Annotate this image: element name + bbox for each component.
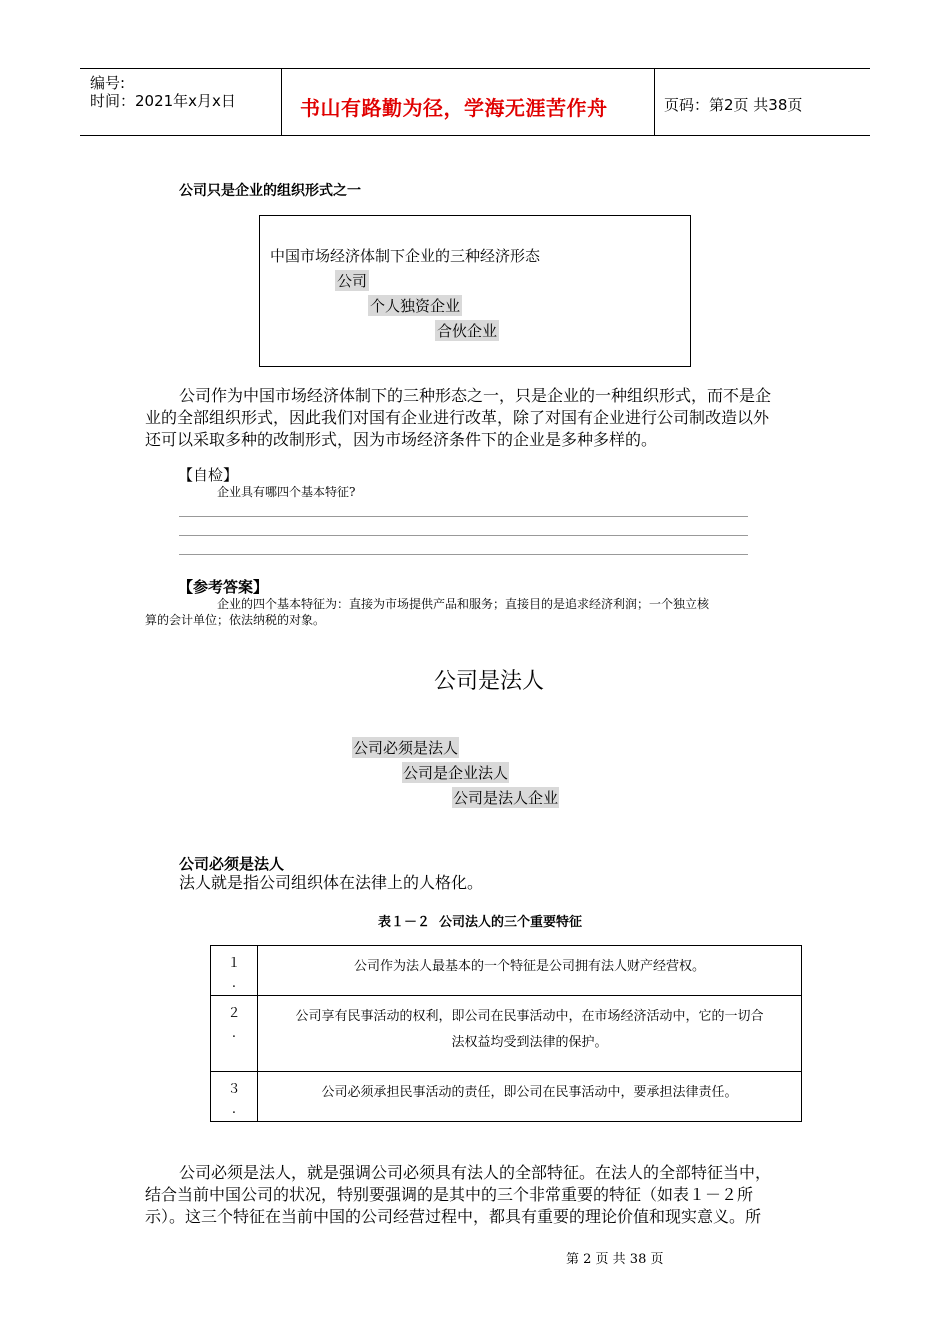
form-item-sole-proprietorship: 个人独资企业 bbox=[370, 297, 461, 315]
section1-paragraph-line-1: 公司作为中国市场经济体制下的三种形态之一，只是企业的一种组织形式，而不是企 bbox=[179, 386, 772, 405]
section1-heading: 公司只是企业的组织形式之一 bbox=[179, 183, 361, 199]
row-number-cell bbox=[211, 1072, 258, 1122]
section2-title: 公司是法人 bbox=[434, 669, 545, 694]
section2-sub-heading: 公司必须是法人 bbox=[179, 855, 285, 873]
row-number-cell bbox=[211, 946, 258, 996]
header-top-rule bbox=[80, 68, 870, 69]
self-check-question: 企业具有哪四个基本特征? bbox=[217, 485, 356, 499]
answer-label: 【参考答案】 bbox=[178, 578, 269, 596]
section2-paragraph-line-2: 结合当前中国公司的状况，特别要强调的是其中的三个非常重要的特征（如表１－２所 bbox=[145, 1185, 754, 1204]
row-text-cell bbox=[258, 996, 802, 1072]
legal-item-legal-person-enterprise: 公司是法人企业 bbox=[453, 789, 559, 807]
row-text-line: 公司必须承担民事活动的责任，即公司在民事活动中，要承担法律责任。 bbox=[321, 1085, 738, 1100]
row-number-dot: . bbox=[231, 1026, 237, 1041]
legal-person-definition: 法人就是指公司组织体在法律上的人格化。 bbox=[179, 873, 484, 892]
section2-paragraph-line-3: 示）。这三个特征在当前中国的公司经营过程中，都具有重要的理论价值和现实意义。所 bbox=[145, 1207, 762, 1226]
header-bottom-rule bbox=[80, 135, 870, 136]
row-text-cell bbox=[258, 1072, 802, 1122]
self-check-label: 【自检】 bbox=[178, 466, 239, 484]
table-row bbox=[211, 996, 802, 1072]
row-number-cell bbox=[211, 996, 258, 1072]
section2-paragraph-line-1: 公司必须是法人，就是强调公司必须具有法人的全部特征。在法人的全部特征当中， bbox=[179, 1163, 772, 1182]
table-row bbox=[211, 946, 802, 996]
row-text-line: 公司享有民事活动的权利，即公司在民事活动中，在市场经济活动中，它的一切合 bbox=[295, 1009, 764, 1024]
row-number: ３ bbox=[227, 1082, 241, 1097]
form-item-company: 公司 bbox=[337, 272, 368, 290]
header-time-label: 时间：2021年x月x日 bbox=[90, 92, 236, 110]
row-text-line: 法权益均受到法律的保护。 bbox=[451, 1035, 608, 1050]
header-page-info: 页码：第2页 共38页 bbox=[664, 96, 803, 114]
table-caption: 表１－２ 公司法人的三个重要特征 bbox=[378, 915, 583, 930]
answer-line-text-2: 算的会计单位；依法纳税的对象。 bbox=[145, 613, 326, 627]
section1-paragraph-line-3: 还可以采取多种的改制形式，因为市场经济条件下的企业是多种多样的。 bbox=[145, 430, 658, 449]
table-row bbox=[211, 1072, 802, 1122]
header-divider-left bbox=[281, 68, 282, 135]
answer-line-1 bbox=[179, 516, 748, 517]
header-motto: 书山有路勤为径，学海无涯苦作舟 bbox=[300, 96, 608, 120]
section1-paragraph-line-2: 业的全部组织形式，因此我们对国有企业进行改革，除了对国有企业进行公司制改造以外 bbox=[145, 408, 770, 427]
answer-line-3 bbox=[179, 554, 748, 555]
three-forms-title: 中国市场经济体制下企业的三种经济形态 bbox=[270, 247, 541, 265]
footer-page-number: 第 2 页 共 38 页 bbox=[566, 1252, 664, 1267]
row-number: １ bbox=[227, 956, 241, 971]
legal-item-must-be-legal-person: 公司必须是法人 bbox=[353, 739, 459, 757]
answer-line-text-1: 企业的四个基本特征为：直接为市场提供产品和服务；直接目的是追求经济利润；一个独立核 bbox=[217, 597, 710, 611]
form-item-partnership: 合伙企业 bbox=[437, 322, 498, 340]
row-number: ２ bbox=[227, 1006, 241, 1021]
legal-person-features-table bbox=[210, 945, 802, 1122]
legal-item-enterprise-legal-person: 公司是企业法人 bbox=[403, 764, 509, 782]
three-forms-box bbox=[259, 215, 691, 367]
row-number-dot: . bbox=[231, 976, 237, 991]
answer-line-2 bbox=[179, 535, 748, 536]
row-number-dot: . bbox=[231, 1102, 237, 1117]
header-divider-right bbox=[654, 68, 655, 135]
header-number-label: 编号: bbox=[90, 74, 126, 92]
row-text-cell bbox=[258, 946, 802, 996]
row-text-line: 公司作为法人最基本的一个特征是公司拥有法人财产经营权。 bbox=[353, 959, 705, 974]
